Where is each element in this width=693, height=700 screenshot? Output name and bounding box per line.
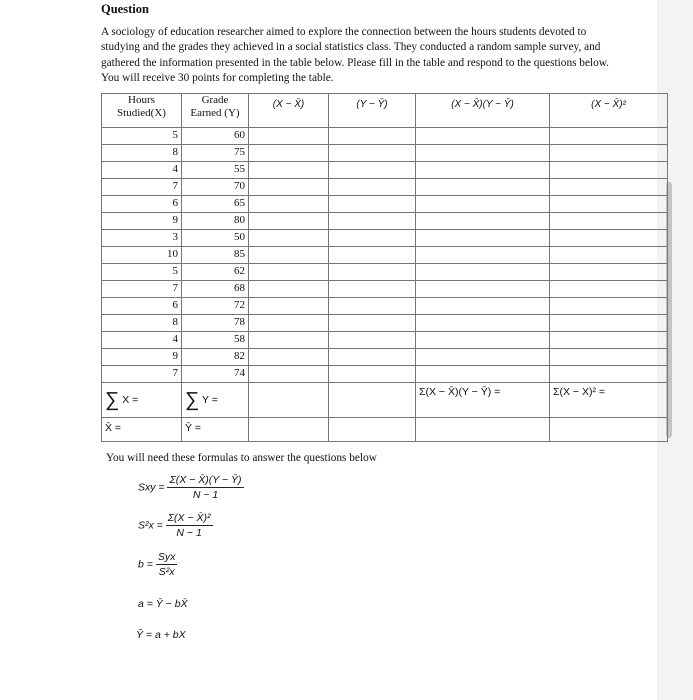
hours-studied-cell: 7 (102, 179, 182, 196)
hours-studied-cell: 7 (102, 281, 182, 298)
table-row (102, 315, 668, 332)
mean-y-cell[interactable]: Ȳ = (182, 418, 249, 442)
sum-row (102, 383, 668, 418)
y-deviation-cell[interactable] (329, 230, 416, 247)
cross-product-cell[interactable] (416, 213, 550, 230)
grade-earned-cell: 85 (182, 247, 249, 264)
x-deviation-cell[interactable] (249, 162, 329, 179)
table-row (102, 145, 668, 162)
grade-earned-cell: 74 (182, 366, 249, 383)
cross-product-cell[interactable] (416, 332, 550, 349)
question-text: A sociology of education researcher aimed to explore the connection between the hours students devoted to studying and the grades they achieved in a social statistics class. They conducted a random sample survey, and gathered the information presented in the table below. Please fill in the table and respond to the questions below. You will receive 30 points for completing the table. (101, 26, 610, 85)
y-deviation-cell[interactable] (329, 196, 416, 213)
table-row (102, 332, 668, 349)
table-row (102, 247, 668, 264)
hours-studied-cell: 5 (102, 128, 182, 145)
x-deviation-squared-cell[interactable] (550, 196, 668, 213)
x-deviation-cell[interactable] (249, 332, 329, 349)
x-deviation-squared-cell[interactable] (550, 281, 668, 298)
grade-earned-cell: 55 (182, 162, 249, 179)
header-cross-product: (X − X̄)(Y − Ȳ) (416, 94, 550, 128)
grade-earned-cell: 70 (182, 179, 249, 196)
table-row (102, 230, 668, 247)
x-deviation-squared-cell[interactable] (550, 315, 668, 332)
hours-studied-cell: 4 (102, 332, 182, 349)
grade-earned-cell: 60 (182, 128, 249, 145)
cross-product-cell[interactable] (416, 298, 550, 315)
hours-studied-cell: 6 (102, 196, 182, 213)
x-deviation-squared-cell[interactable] (550, 247, 668, 264)
header-hours-studied: Hours Studied(X) (102, 94, 182, 128)
table-row (102, 264, 668, 281)
formula-sx2: S²x = $\frac{\text{Σ(X − X̄)²}}{N - 1}$ (138, 512, 211, 539)
formula-b: b = $\frac{\text{Syx}}{\text{S²x}}$ (138, 551, 176, 578)
hours-studied-cell: 7 (102, 366, 182, 383)
x-deviation-squared-cell[interactable] (550, 179, 668, 196)
cross-product-cell[interactable] (416, 366, 550, 383)
cross-product-cell[interactable] (416, 247, 550, 264)
x-deviation-cell[interactable] (249, 349, 329, 366)
cross-product-cell[interactable] (416, 349, 550, 366)
table-row (102, 162, 668, 179)
x-deviation-squared-cell[interactable] (550, 230, 668, 247)
table-header-row (102, 94, 668, 128)
grade-earned-cell: 50 (182, 230, 249, 247)
cross-product-cell[interactable] (416, 230, 550, 247)
x-deviation-squared-cell[interactable] (550, 349, 668, 366)
cross-product-cell[interactable] (416, 196, 550, 213)
y-deviation-cell[interactable] (329, 128, 416, 145)
y-deviation-cell[interactable] (329, 247, 416, 264)
x-deviation-squared-cell[interactable] (550, 264, 668, 281)
x-deviation-squared-cell[interactable] (550, 213, 668, 230)
grade-earned-cell: 75 (182, 145, 249, 162)
x-deviation-cell[interactable] (249, 128, 329, 145)
x-deviation-cell[interactable] (249, 298, 329, 315)
table-row (102, 281, 668, 298)
cross-product-cell[interactable] (416, 264, 550, 281)
table-row (102, 179, 668, 196)
x-deviation-cell[interactable] (249, 315, 329, 332)
cross-product-cell[interactable] (416, 145, 550, 162)
hours-studied-cell: 9 (102, 213, 182, 230)
sigma-symbol: ∑ (105, 389, 120, 412)
question-heading: Question (101, 2, 149, 16)
y-deviation-cell[interactable] (329, 298, 416, 315)
x-deviation-cell[interactable] (249, 179, 329, 196)
data-table (101, 93, 668, 442)
y-deviation-cell[interactable] (329, 264, 416, 281)
grade-earned-cell: 62 (182, 264, 249, 281)
x-deviation-cell[interactable] (249, 247, 329, 264)
table-row (102, 349, 668, 366)
x-deviation-squared-cell[interactable] (550, 162, 668, 179)
empty-cell (550, 418, 668, 442)
header-y-deviation: (Y − Ȳ) (329, 94, 416, 128)
empty-cell (329, 418, 416, 442)
y-deviation-cell[interactable] (329, 145, 416, 162)
cross-product-cell[interactable] (416, 179, 550, 196)
hours-studied-cell: 6 (102, 298, 182, 315)
grade-earned-cell: 58 (182, 332, 249, 349)
cross-product-cell[interactable] (416, 315, 550, 332)
y-deviation-cell[interactable] (329, 281, 416, 298)
grade-earned-cell: 78 (182, 315, 249, 332)
y-deviation-cell[interactable] (329, 213, 416, 230)
y-deviation-cell[interactable] (329, 315, 416, 332)
hours-studied-cell: 4 (102, 162, 182, 179)
x-deviation-squared-cell[interactable] (550, 128, 668, 145)
formula-a: a = Ȳ − bX̄ (138, 598, 188, 610)
formula-regression-line: Ŷ = a + bX (136, 629, 186, 641)
header-grade-earned: Grade Earned (Y) (182, 94, 249, 128)
empty-cell (249, 418, 329, 442)
formulas-intro: You will need these formulas to answer the questions below (106, 452, 377, 464)
sigma-symbol: ∑ (185, 389, 200, 412)
hours-studied-cell: 10 (102, 247, 182, 264)
empty-cell (416, 418, 550, 442)
x-deviation-cell[interactable] (249, 145, 329, 162)
table-row (102, 213, 668, 230)
x-deviation-cell[interactable] (249, 366, 329, 383)
x-deviation-squared-cell[interactable] (550, 366, 668, 383)
cross-product-cell[interactable] (416, 281, 550, 298)
grade-earned-cell: 82 (182, 349, 249, 366)
y-deviation-cell[interactable] (329, 332, 416, 349)
hours-studied-cell: 3 (102, 230, 182, 247)
sum-x-deviation-cell[interactable] (249, 383, 329, 418)
header-x-deviation-squared: (X − X̄)² (550, 94, 668, 128)
hours-studied-cell: 5 (102, 264, 182, 281)
x-deviation-squared-cell[interactable] (550, 332, 668, 349)
grade-earned-cell: 80 (182, 213, 249, 230)
sum-cross-product-cell[interactable]: Σ(X − X̄)(Y − Ȳ) = (416, 383, 550, 418)
x-deviation-squared-cell[interactable] (550, 298, 668, 315)
header-x-deviation: (X − X̄) (249, 94, 329, 128)
grade-earned-cell: 65 (182, 196, 249, 213)
x-deviation-cell[interactable] (249, 281, 329, 298)
y-deviation-cell[interactable] (329, 366, 416, 383)
hours-studied-cell: 8 (102, 315, 182, 332)
hours-studied-cell: 8 (102, 145, 182, 162)
x-deviation-cell[interactable] (249, 264, 329, 281)
sum-y-deviation-cell[interactable] (329, 383, 416, 418)
mean-x-cell[interactable]: X̄ = (102, 418, 182, 442)
sum-x-cell[interactable]: ∑ X = (102, 383, 182, 418)
formula-sxy: Sxy = $\frac{\Sigma(X - X̄)(Y - Ȳ)}{N - 1}$ (138, 474, 242, 501)
y-deviation-cell[interactable] (329, 349, 416, 366)
mean-row (102, 418, 668, 442)
cross-product-cell[interactable] (416, 128, 550, 145)
x-deviation-cell[interactable] (249, 196, 329, 213)
cross-product-cell[interactable] (416, 162, 550, 179)
x-deviation-cell[interactable] (249, 230, 329, 247)
table-row (102, 366, 668, 383)
y-deviation-cell[interactable] (329, 179, 416, 196)
table-row (102, 196, 668, 213)
table-row (102, 128, 668, 145)
sum-x-squared-cell[interactable]: Σ(X − X)² = (550, 383, 668, 418)
y-deviation-cell[interactable] (329, 162, 416, 179)
table-row (102, 298, 668, 315)
x-deviation-cell[interactable] (249, 213, 329, 230)
grade-earned-cell: 72 (182, 298, 249, 315)
x-deviation-squared-cell[interactable] (550, 145, 668, 162)
grade-earned-cell: 68 (182, 281, 249, 298)
hours-studied-cell: 9 (102, 349, 182, 366)
sum-y-cell[interactable]: ∑ Y = (182, 383, 249, 418)
